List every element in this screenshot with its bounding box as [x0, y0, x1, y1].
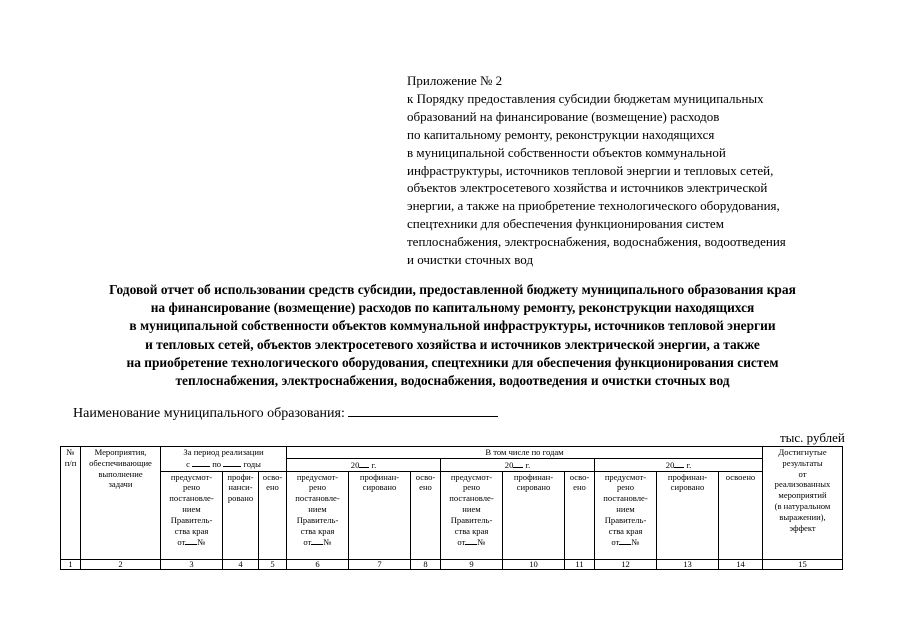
- municipality-field: [73, 402, 498, 422]
- header-text: осво-: [569, 471, 590, 482]
- header-text: ства края: [454, 525, 489, 536]
- header-results: [763, 447, 843, 560]
- appendix-line: Приложение № 2: [407, 73, 503, 88]
- header-spent: [565, 471, 595, 559]
- appendix-line: теплоснабжения, электроснабжения, водоснабжения, водоотведения: [407, 234, 786, 250]
- header-text: ено: [419, 482, 432, 493]
- header-text: рено: [308, 482, 326, 493]
- title-line: в муниципальной собственности объектов коммунальной инфраструктуры, источников тепловой энергии: [129, 318, 776, 334]
- header-financed: [657, 471, 719, 559]
- blank-line: [185, 536, 197, 545]
- header-text: Мероприятия,: [94, 447, 147, 457]
- header-text: №: [66, 447, 75, 457]
- header-text: освоено: [725, 471, 756, 482]
- appendix-line: в муниципальной собственности объектов коммунальной: [407, 144, 726, 160]
- header-planned-date: [288, 536, 347, 548]
- header-text: нием: [182, 503, 201, 514]
- header-text: сировано: [516, 482, 551, 493]
- header-text: предусмот-: [170, 471, 213, 482]
- header-text: постановле-: [603, 493, 648, 504]
- column-number: 8: [411, 559, 441, 569]
- municipality-label: Наименование муниципального образования:: [73, 406, 345, 421]
- title-line: Годовой отчет об использовании средств субсидии, предоставленной бюджету муниципального образования края: [109, 282, 796, 297]
- column-number: 7: [349, 559, 411, 569]
- header-text: нием: [616, 503, 635, 514]
- header-text: постановле-: [449, 493, 494, 504]
- header-text: осво-: [415, 471, 436, 482]
- header-text: постановле-: [169, 493, 214, 504]
- header-text: обеспечивающие: [89, 457, 152, 468]
- header-text: ства края: [608, 525, 643, 536]
- header-text: (в натуральном: [774, 500, 831, 511]
- header-text: ства края: [300, 525, 335, 536]
- header-text: реализованных: [774, 479, 831, 490]
- header-spent: [259, 471, 287, 559]
- column-number: 9: [441, 559, 503, 569]
- header-text: от: [177, 537, 186, 548]
- blank-line: [619, 536, 631, 545]
- report-table: [60, 446, 843, 570]
- blank-line: [674, 459, 684, 468]
- appendix-line: объектов электросетевого хозяйства и источников электрической: [407, 180, 768, 196]
- municipality-blank-line: [348, 402, 498, 417]
- blank-line: [359, 459, 369, 468]
- appendix-line: образований на финансирование (возмещение) расходов: [407, 108, 720, 124]
- header-planned-date: [442, 536, 501, 548]
- header-text: ровано: [227, 493, 254, 504]
- header-text: мероприятий: [778, 490, 827, 501]
- header-text: За период реализации: [183, 447, 264, 457]
- header-num: [61, 447, 81, 560]
- header-text: ено: [266, 482, 279, 493]
- column-number: 1: [61, 559, 81, 569]
- header-by-years: [287, 447, 763, 459]
- header-text: Достигнутые: [778, 447, 827, 457]
- column-number: 4: [223, 559, 259, 569]
- header-text: Правитель-: [450, 514, 493, 525]
- header-financed: [349, 471, 411, 559]
- header-text: осво-: [262, 471, 283, 482]
- header-text: от: [611, 537, 620, 548]
- header-text: 20: [350, 459, 360, 470]
- header-text: от: [457, 537, 466, 548]
- header-text: результаты: [782, 457, 823, 468]
- header-spent: [719, 471, 763, 559]
- header-text: от: [798, 468, 807, 479]
- column-number: 11: [565, 559, 595, 569]
- header-text: эффект: [789, 522, 816, 533]
- header-text: №: [323, 537, 332, 548]
- title-line: теплоснабжения, электроснабжения, водоснабжения, водоотведения и очистки сточных вод: [175, 373, 730, 389]
- header-text: 20: [665, 459, 675, 470]
- header-text: предусмот-: [604, 471, 647, 482]
- header-text: нанси-: [228, 482, 253, 493]
- header-planned-date: [596, 536, 655, 548]
- appendix-line: и очистки сточных вод: [407, 252, 534, 268]
- header-text: 20: [504, 459, 514, 470]
- header-text: №: [197, 537, 206, 548]
- header-text: выражении),: [779, 511, 826, 522]
- header-text: рено: [616, 482, 634, 493]
- header-text: сировано: [362, 482, 397, 493]
- header-spent: [411, 471, 441, 559]
- header-planned: [287, 471, 349, 559]
- header-year-3: [595, 458, 763, 471]
- blank-line: [465, 536, 477, 545]
- header-text: профинан-: [513, 471, 554, 482]
- header-text: Правитель-: [170, 514, 213, 525]
- header-text: ства края: [174, 525, 209, 536]
- column-number-row: [61, 559, 843, 569]
- header-text: профинан-: [667, 471, 708, 482]
- header-year-2: [441, 458, 595, 471]
- header-text: сировано: [670, 482, 705, 493]
- header-planned: [441, 471, 503, 559]
- header-planned: [161, 471, 223, 559]
- header-measures: [81, 447, 161, 560]
- header-text: профи-: [227, 471, 254, 482]
- blank-line: [513, 459, 523, 468]
- header-text: г.: [525, 459, 531, 470]
- header-year-1: [287, 458, 441, 471]
- column-number: 3: [161, 559, 223, 569]
- header-text: задачи: [108, 479, 133, 490]
- appendix-line: спецтехники для обеспечения функционирования систем: [407, 216, 724, 232]
- header-text: годы: [243, 458, 261, 469]
- header-period-range: [162, 458, 285, 470]
- column-number: 10: [503, 559, 565, 569]
- header-planned-date: [162, 536, 221, 548]
- header-text: нием: [308, 503, 327, 514]
- title-line: на финансирование (возмещение) расходов по капитальному ремонту, реконструкции находящихся: [150, 300, 755, 316]
- column-number: 6: [287, 559, 349, 569]
- appendix-heading: [407, 72, 877, 269]
- header-text: п/п: [64, 457, 77, 468]
- column-number: 2: [81, 559, 161, 569]
- header-text: от: [303, 537, 312, 548]
- column-number: 14: [719, 559, 763, 569]
- title-line: на приобретение технологического оборудования, спецтехники для обеспечения функционирования систем: [126, 354, 779, 370]
- header-text: по: [212, 458, 222, 469]
- column-number: 15: [763, 559, 843, 569]
- report-title: [40, 281, 865, 390]
- header-period: [161, 447, 287, 472]
- header-text: №: [631, 537, 640, 548]
- header-text: предусмот-: [296, 471, 339, 482]
- header-text: №: [477, 537, 486, 548]
- header-text: рено: [182, 482, 200, 493]
- column-number: 13: [657, 559, 719, 569]
- appendix-line: инфраструктуры, источников тепловой энергии и тепловых сетей,: [407, 162, 774, 178]
- header-text: постановле-: [295, 493, 340, 504]
- header-text: нием: [462, 503, 481, 514]
- header-text: с: [186, 458, 190, 469]
- header-text: ено: [573, 482, 586, 493]
- blank-line: [192, 458, 210, 467]
- header-text: предусмот-: [450, 471, 493, 482]
- appendix-line: энергии, а также на приобретение технологического оборудования,: [407, 198, 780, 214]
- header-financed: [223, 471, 259, 559]
- column-number: 5: [259, 559, 287, 569]
- title-line: и тепловых сетей, объектов электросетевого хозяйства и источников электрической энергии, а также: [145, 336, 760, 352]
- header-text: рено: [462, 482, 480, 493]
- units-label: тыс. рублей: [780, 430, 845, 445]
- header-text: Правитель-: [604, 514, 647, 525]
- appendix-line: к Порядку предоставления субсидии бюджетам муниципальных: [407, 90, 764, 106]
- header-planned: [595, 471, 657, 559]
- blank-line: [223, 458, 241, 467]
- header-text: В том числе по годам: [485, 447, 564, 457]
- column-number: 12: [595, 559, 657, 569]
- header-text: г.: [686, 459, 692, 470]
- header-text: профинан-: [359, 471, 400, 482]
- header-text: Правитель-: [296, 514, 339, 525]
- appendix-line: по капитальному ремонту, реконструкции находящихся: [407, 126, 715, 142]
- blank-line: [311, 536, 323, 545]
- header-text: выполнение: [98, 468, 143, 479]
- header-financed: [503, 471, 565, 559]
- header-text: г.: [371, 459, 377, 470]
